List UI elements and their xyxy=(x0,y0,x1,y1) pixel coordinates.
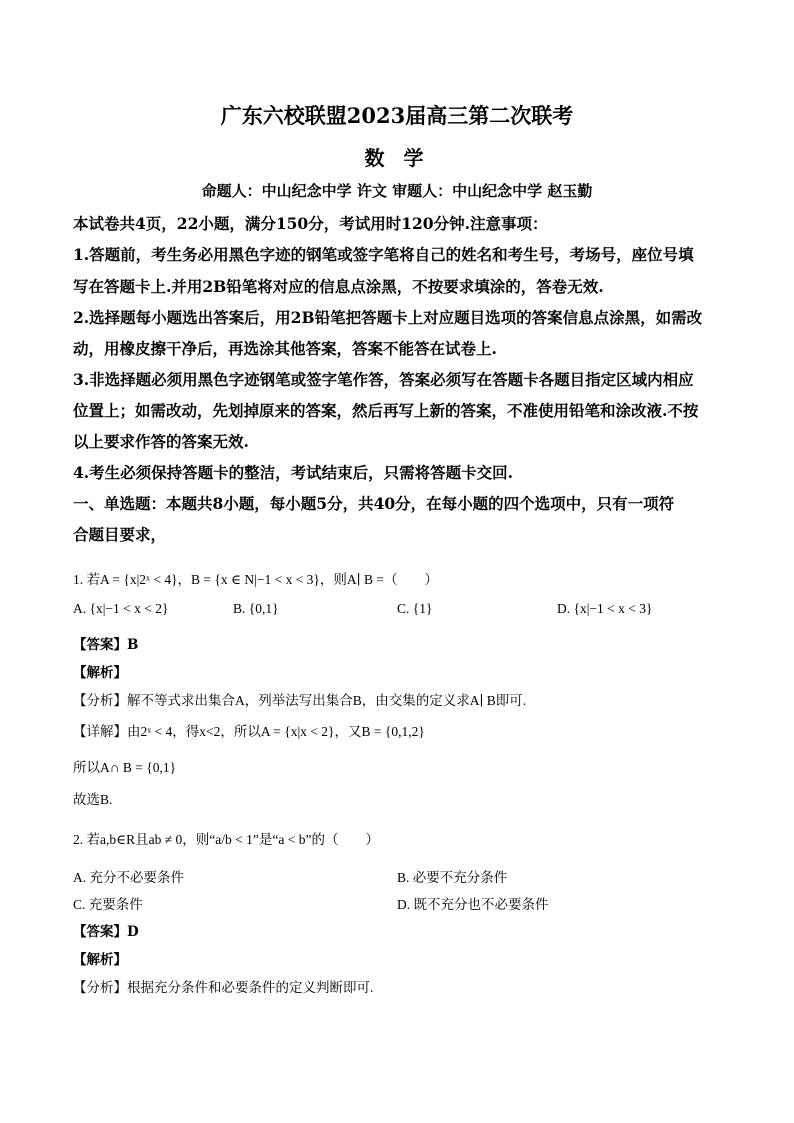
notice-intro: 本试卷共4页，22小题，满分150分，考试用时120分钟.注意事项： xyxy=(73,214,548,233)
notice-line-7: 以上要求作答的答案无效. xyxy=(73,432,249,451)
q2-option-b: B. 必要不充分条件 xyxy=(397,870,508,885)
q2-fenxi: 【分析】根据充分条件和必要条件的定义判断即可. xyxy=(73,980,374,995)
q1-conclusion: 所以A∩ B = {0,1} xyxy=(73,760,177,775)
q1-option-b: B. {0,1} xyxy=(233,601,279,616)
q1-answer: 【答案】B xyxy=(73,637,139,653)
notice-line-8: 4.考生必须保持答题卡的整洁，考试结束后，只需将答题卡交回. xyxy=(73,463,514,482)
exam-title: 广东六校联盟2023届高三第二次联考 xyxy=(220,103,574,128)
section-heading-line-1: 一、单选题：本题共8小题，每小题5分，共40分，在每小题的四个选项中，只有一项符 xyxy=(73,494,675,513)
q2-stem: 2. 若a,b∈R且ab ≠ 0，则“a/b < 1”是“a < b”的（ ） xyxy=(73,832,379,847)
author-line: 命题人：中山纪念中学 许文 审题人：中山纪念中学 赵玉勤 xyxy=(201,182,593,200)
section-heading-line-2: 合题目要求， xyxy=(73,525,167,544)
q1-choice: 故选B. xyxy=(73,792,113,807)
q1-stem: 1. 若A = {x|2ˣ < 4}，B = {x ∈ N|−1 < x < 3}，则A∣ B =（ ） xyxy=(73,572,438,587)
notice-line-2: 写在答题卡上.并用2B铅笔将对应的信息点涂黑，不按要求填涂的，答卷无效. xyxy=(73,277,604,296)
q2-answer: 【答案】D xyxy=(73,924,139,940)
notice-line-3: 2.选择题每小题选出答案后，用2B铅笔把答题卡上对应题目选项的答案信息点涂黑，如需改 xyxy=(73,308,703,327)
q1-detail: 【详解】由2ˣ < 4，得x<2，所以A = {x|x < 2}，又B = {0,1,2} xyxy=(73,724,425,739)
notice-line-1: 1.答题前，考生务必用黑色字迹的钢笔或签字笔将自己的姓名和考生号，考场号，座位号填 xyxy=(73,245,694,264)
q1-option-d: D. {x|−1 < x < 3} xyxy=(557,601,653,616)
notice-line-6: 位置上；如需改动，先划掉原来的答案，然后再写上新的答案，不准使用铅笔和涂改液.不按 xyxy=(73,401,699,420)
subject-title: 数 学 xyxy=(364,146,430,170)
q2-analysis-label: 【解析】 xyxy=(73,952,127,968)
q2-option-a: A. 充分不必要条件 xyxy=(73,870,184,885)
q1-analysis-label: 【解析】 xyxy=(73,665,127,681)
q1-option-c: C. {1} xyxy=(397,601,433,616)
q2-option-c: C. 充要条件 xyxy=(73,897,143,912)
q1-fenxi: 【分析】解不等式求出集合A，列举法写出集合B，由交集的定义求A∣ B即可. xyxy=(73,693,527,708)
notice-line-5: 3.非选择题必须用黑色字迹钢笔或签字笔作答，答案必须写在答题卡各题目指定区域内相应 xyxy=(73,370,694,389)
notice-line-4: 动，用橡皮擦干净后，再选涂其他答案，答案不能答在试卷上. xyxy=(73,339,497,358)
q2-option-d: D. 既不充分也不必要条件 xyxy=(397,897,549,912)
q1-option-a: A. {x|−1 < x < 2} xyxy=(73,601,169,616)
